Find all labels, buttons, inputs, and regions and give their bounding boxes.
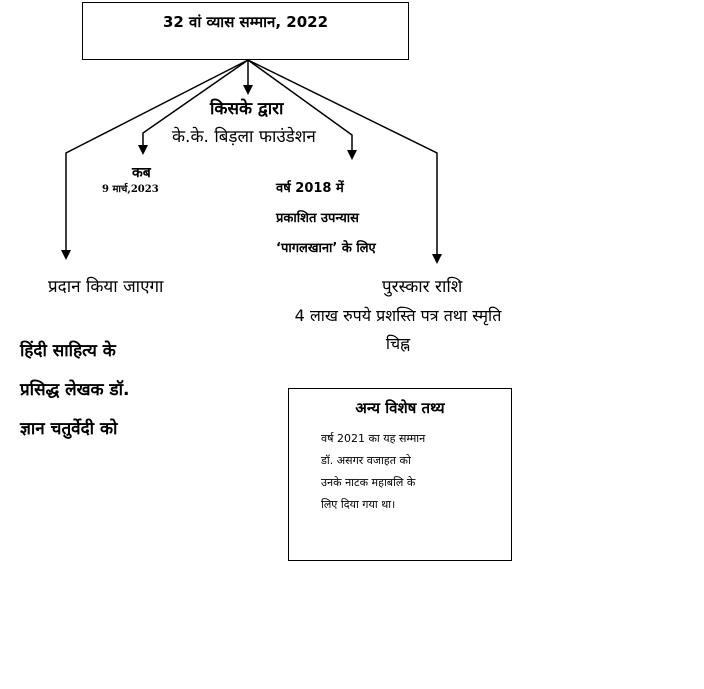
awarded-line: हिंदी साहित्य के	[20, 341, 116, 361]
work-info	[276, 174, 376, 264]
work-line: वर्ष 2018 में	[276, 181, 344, 196]
awarded-to-value	[20, 332, 129, 449]
prize-label: पुरस्कार राशि	[382, 277, 463, 297]
prize-value: 4 लाख रुपये प्रशस्ति पत्र तथा स्मृति चिह्न	[294, 306, 502, 353]
work-line: प्रकाशित उपन्यास	[276, 211, 359, 226]
awarded-to-label: प्रदान किया जाएगा	[48, 277, 164, 297]
diagram-title: 32 वां व्यास सम्मान, 2022	[162, 13, 329, 31]
other-facts-title: अन्य विशेष तथ्य	[355, 399, 445, 417]
when-value: 9 मार्च,2023	[102, 184, 159, 195]
when-label: कब	[132, 165, 151, 181]
fact-line: डॉ. असगर वजाहत को	[321, 454, 411, 467]
fact-line: लिए दिया गया था।	[321, 498, 396, 511]
by-whom-value: के.के. बिड़ला फाउंडेशन	[172, 127, 316, 147]
fact-line: उनके नाटक महाबलि के	[321, 476, 416, 489]
work-line: ‘पागलखाना’ के लिए	[276, 241, 376, 256]
arrow-to-awarded	[66, 60, 248, 258]
by-whom-label: किसके द्वारा	[210, 99, 284, 119]
awarded-line: ज्ञान चतुर्वेदी को	[20, 419, 118, 439]
fact-line: वर्ष 2021 का यह सम्मान	[321, 432, 426, 445]
other-facts-body	[321, 428, 425, 516]
awarded-line: प्रसिद्ध लेखक डॉ.	[20, 380, 130, 400]
